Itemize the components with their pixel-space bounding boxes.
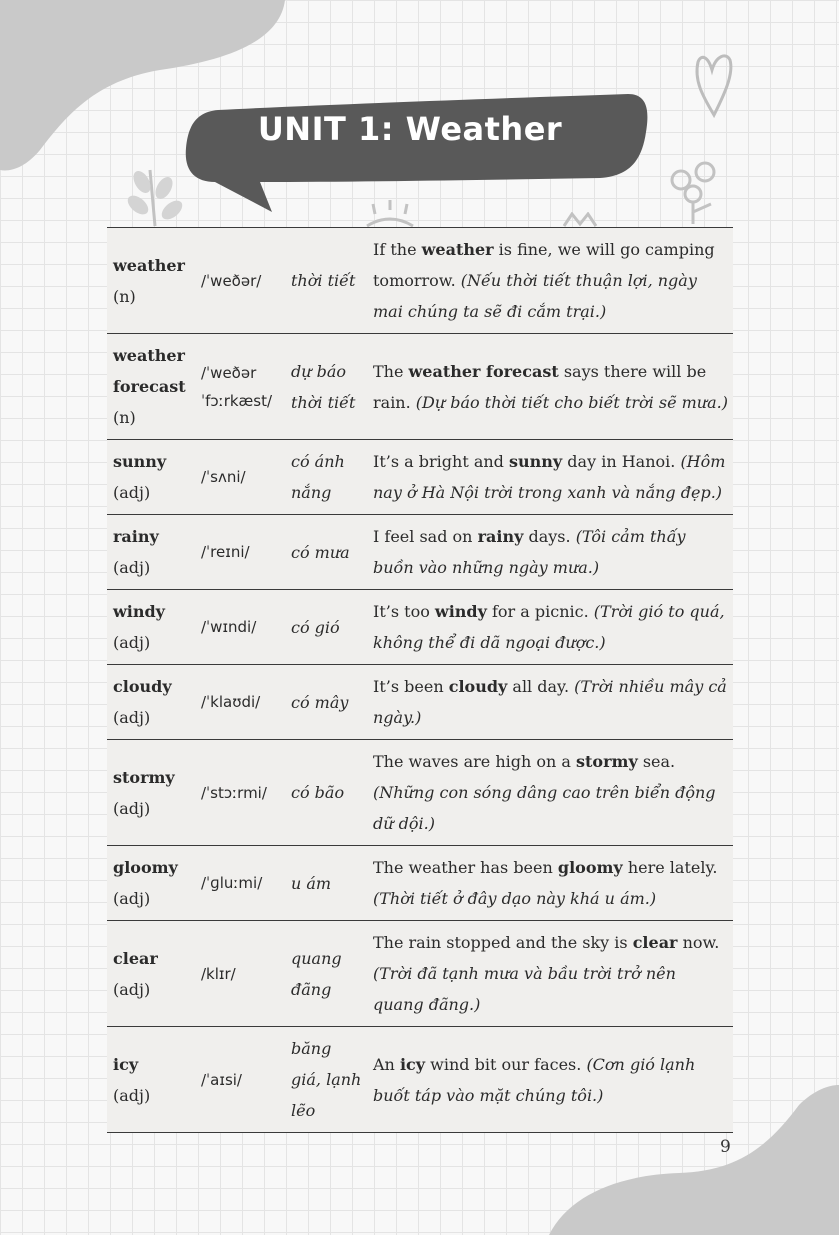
vocab-row bbox=[107, 1027, 733, 1133]
example-highlight: weather forecast bbox=[408, 361, 559, 381]
example-translation: (Trời gió to quá, không thể đi dã ngoại được.) bbox=[373, 602, 725, 652]
example-cell bbox=[369, 921, 733, 1027]
ipa-cell: /ˈklaʊdi/ bbox=[197, 665, 287, 740]
flower-doodle-icon bbox=[665, 160, 730, 225]
example-text-pre: If the bbox=[373, 240, 422, 259]
part-of-speech: (adj) bbox=[113, 798, 151, 818]
meaning-cell: có bão bbox=[287, 740, 369, 846]
word-cell bbox=[107, 846, 197, 921]
ipa-cell: /ˈwɪndi/ bbox=[197, 590, 287, 665]
vocab-word: windy bbox=[113, 602, 165, 621]
ipa-cell: /ˈreɪni/ bbox=[197, 515, 287, 590]
meaning-cell: có mây bbox=[287, 665, 369, 740]
ipa-cell: /ˈweðər ˈfɔːrkæst/ bbox=[197, 334, 287, 440]
example-text-pre: The rain stopped and the sky is bbox=[373, 933, 633, 952]
example-text-pre: It’s a bright and bbox=[373, 452, 509, 471]
word-cell bbox=[107, 1027, 197, 1133]
example-cell bbox=[369, 740, 733, 846]
ipa-cell: /ˈsʌni/ bbox=[197, 440, 287, 515]
example-translation: (Trời đã tạnh mưa và bầu trời trở nên quang đãng.) bbox=[373, 964, 676, 1014]
example-text-post: now. bbox=[677, 933, 720, 952]
example-translation: (Tôi cảm thấy buồn vào những ngày mưa.) bbox=[373, 527, 686, 577]
vocab-row bbox=[107, 440, 733, 515]
example-cell bbox=[369, 228, 733, 334]
example-highlight: gloomy bbox=[557, 858, 623, 877]
example-cell bbox=[369, 515, 733, 590]
example-cell bbox=[369, 846, 733, 921]
word-cell bbox=[107, 440, 197, 515]
example-highlight: stormy bbox=[576, 752, 638, 771]
page-number: 9 bbox=[720, 1137, 731, 1157]
example-text-post: here lately. bbox=[622, 858, 718, 877]
example-text-pre: I feel sad on bbox=[373, 527, 478, 546]
meaning-cell: dự báo thời tiết bbox=[287, 334, 369, 440]
page-title: UNIT 1: Weather bbox=[257, 110, 563, 148]
part-of-speech: (n) bbox=[113, 286, 136, 306]
example-text-post: all day. bbox=[507, 677, 570, 696]
vocab-word: sunny bbox=[113, 452, 167, 471]
example-translation: (Thời tiết ở đây dạo này khá u ám.) bbox=[373, 889, 657, 908]
example-cell bbox=[369, 665, 733, 740]
example-highlight: sunny bbox=[509, 452, 563, 471]
example-highlight: weather bbox=[421, 240, 494, 259]
ipa-cell: /klɪr/ bbox=[197, 921, 287, 1027]
ipa-cell: /ˈstɔːrmi/ bbox=[197, 740, 287, 846]
meaning-cell: u ám bbox=[287, 846, 369, 921]
part-of-speech: (adj) bbox=[113, 1085, 151, 1105]
example-highlight: windy bbox=[434, 602, 487, 621]
vocab-row bbox=[107, 515, 733, 590]
word-cell bbox=[107, 665, 197, 740]
word-cell bbox=[107, 334, 197, 440]
vocab-row bbox=[107, 590, 733, 665]
word-cell bbox=[107, 590, 197, 665]
vocab-row bbox=[107, 334, 733, 440]
ipa-cell: /ˈweðər/ bbox=[197, 228, 287, 334]
vocabulary-table bbox=[107, 227, 733, 1133]
example-highlight: icy bbox=[399, 1054, 426, 1074]
meaning-cell: thời tiết bbox=[287, 228, 369, 334]
example-cell bbox=[369, 334, 733, 440]
vocab-word: gloomy bbox=[113, 858, 178, 877]
vocab-word: cloudy bbox=[113, 677, 172, 696]
word-cell bbox=[107, 921, 197, 1027]
example-text-pre: The bbox=[373, 361, 409, 381]
vocab-word: clear bbox=[113, 948, 158, 968]
example-translation: (Dự báo thời tiết cho biết trời sẽ mưa.) bbox=[415, 392, 728, 412]
ipa-cell: /ˈɡluːmi/ bbox=[197, 846, 287, 921]
example-text-pre: It’s been bbox=[373, 677, 449, 696]
vocab-word: icy bbox=[113, 1054, 139, 1074]
example-text-post: days. bbox=[523, 527, 571, 546]
vocab-word: weather bbox=[113, 255, 185, 275]
example-translation: (Hôm nay ở Hà Nội trời trong xanh và nắng đẹp.) bbox=[373, 452, 726, 502]
vocab-row bbox=[107, 740, 733, 846]
example-text-post: says there will be rain. bbox=[373, 361, 707, 412]
example-text-post: for a picnic. bbox=[486, 602, 589, 621]
part-of-speech: (adj) bbox=[113, 558, 151, 577]
example-text-pre: The waves are high on a bbox=[373, 752, 577, 771]
vocab-row bbox=[107, 228, 733, 334]
example-text-pre: An bbox=[373, 1054, 400, 1074]
title-banner bbox=[180, 88, 650, 216]
vocab-row bbox=[107, 846, 733, 921]
part-of-speech: (n) bbox=[113, 408, 136, 427]
example-translation: (Nếu thời tiết thuận lợi, ngày mai chúng ta sẽ đi cắm trại.) bbox=[373, 271, 697, 321]
example-text-post: sea. bbox=[637, 752, 676, 771]
part-of-speech: (adj) bbox=[113, 979, 151, 999]
part-of-speech: (adj) bbox=[113, 889, 151, 908]
example-cell bbox=[369, 1027, 733, 1133]
word-cell bbox=[107, 228, 197, 334]
example-highlight: rainy bbox=[477, 527, 524, 546]
example-highlight: cloudy bbox=[448, 677, 508, 696]
example-cell bbox=[369, 590, 733, 665]
example-translation: (Những con sóng dâng cao trên biển động dữ dội.) bbox=[373, 783, 716, 833]
example-text-pre: It’s too bbox=[373, 602, 435, 621]
vocab-word: stormy bbox=[113, 767, 175, 787]
meaning-cell: băng giá, lạnh lẽo bbox=[287, 1027, 369, 1133]
meaning-cell: có mưa bbox=[287, 515, 369, 590]
heart-doodle-icon bbox=[692, 50, 737, 120]
part-of-speech: (adj) bbox=[113, 483, 151, 502]
part-of-speech: (adj) bbox=[113, 708, 151, 727]
meaning-cell: có gió bbox=[287, 590, 369, 665]
example-highlight: clear bbox=[632, 933, 678, 952]
example-translation: (Trời nhiều mây cả ngày.) bbox=[373, 677, 727, 727]
part-of-speech: (adj) bbox=[113, 633, 151, 652]
vocab-word: rainy bbox=[113, 527, 159, 546]
example-text-pre: The weather has been bbox=[373, 858, 558, 877]
example-cell bbox=[369, 440, 733, 515]
ipa-cell: /ˈaɪsi/ bbox=[197, 1027, 287, 1133]
example-translation: (Cơn gió lạnh buốt táp vào mặt chúng tôi.) bbox=[373, 1054, 696, 1105]
vocab-row bbox=[107, 665, 733, 740]
meaning-cell: có ánh nắng bbox=[287, 440, 369, 515]
word-cell bbox=[107, 740, 197, 846]
example-text-post: is fine, we will go camping tomorrow. bbox=[373, 240, 715, 290]
vocab-row bbox=[107, 921, 733, 1027]
example-text-post: day in Hanoi. bbox=[562, 452, 676, 471]
example-text-post: wind bit our faces. bbox=[425, 1054, 582, 1074]
meaning-cell: quang đãng bbox=[287, 921, 369, 1027]
vocab-word: weather forecast bbox=[113, 346, 186, 396]
word-cell bbox=[107, 515, 197, 590]
